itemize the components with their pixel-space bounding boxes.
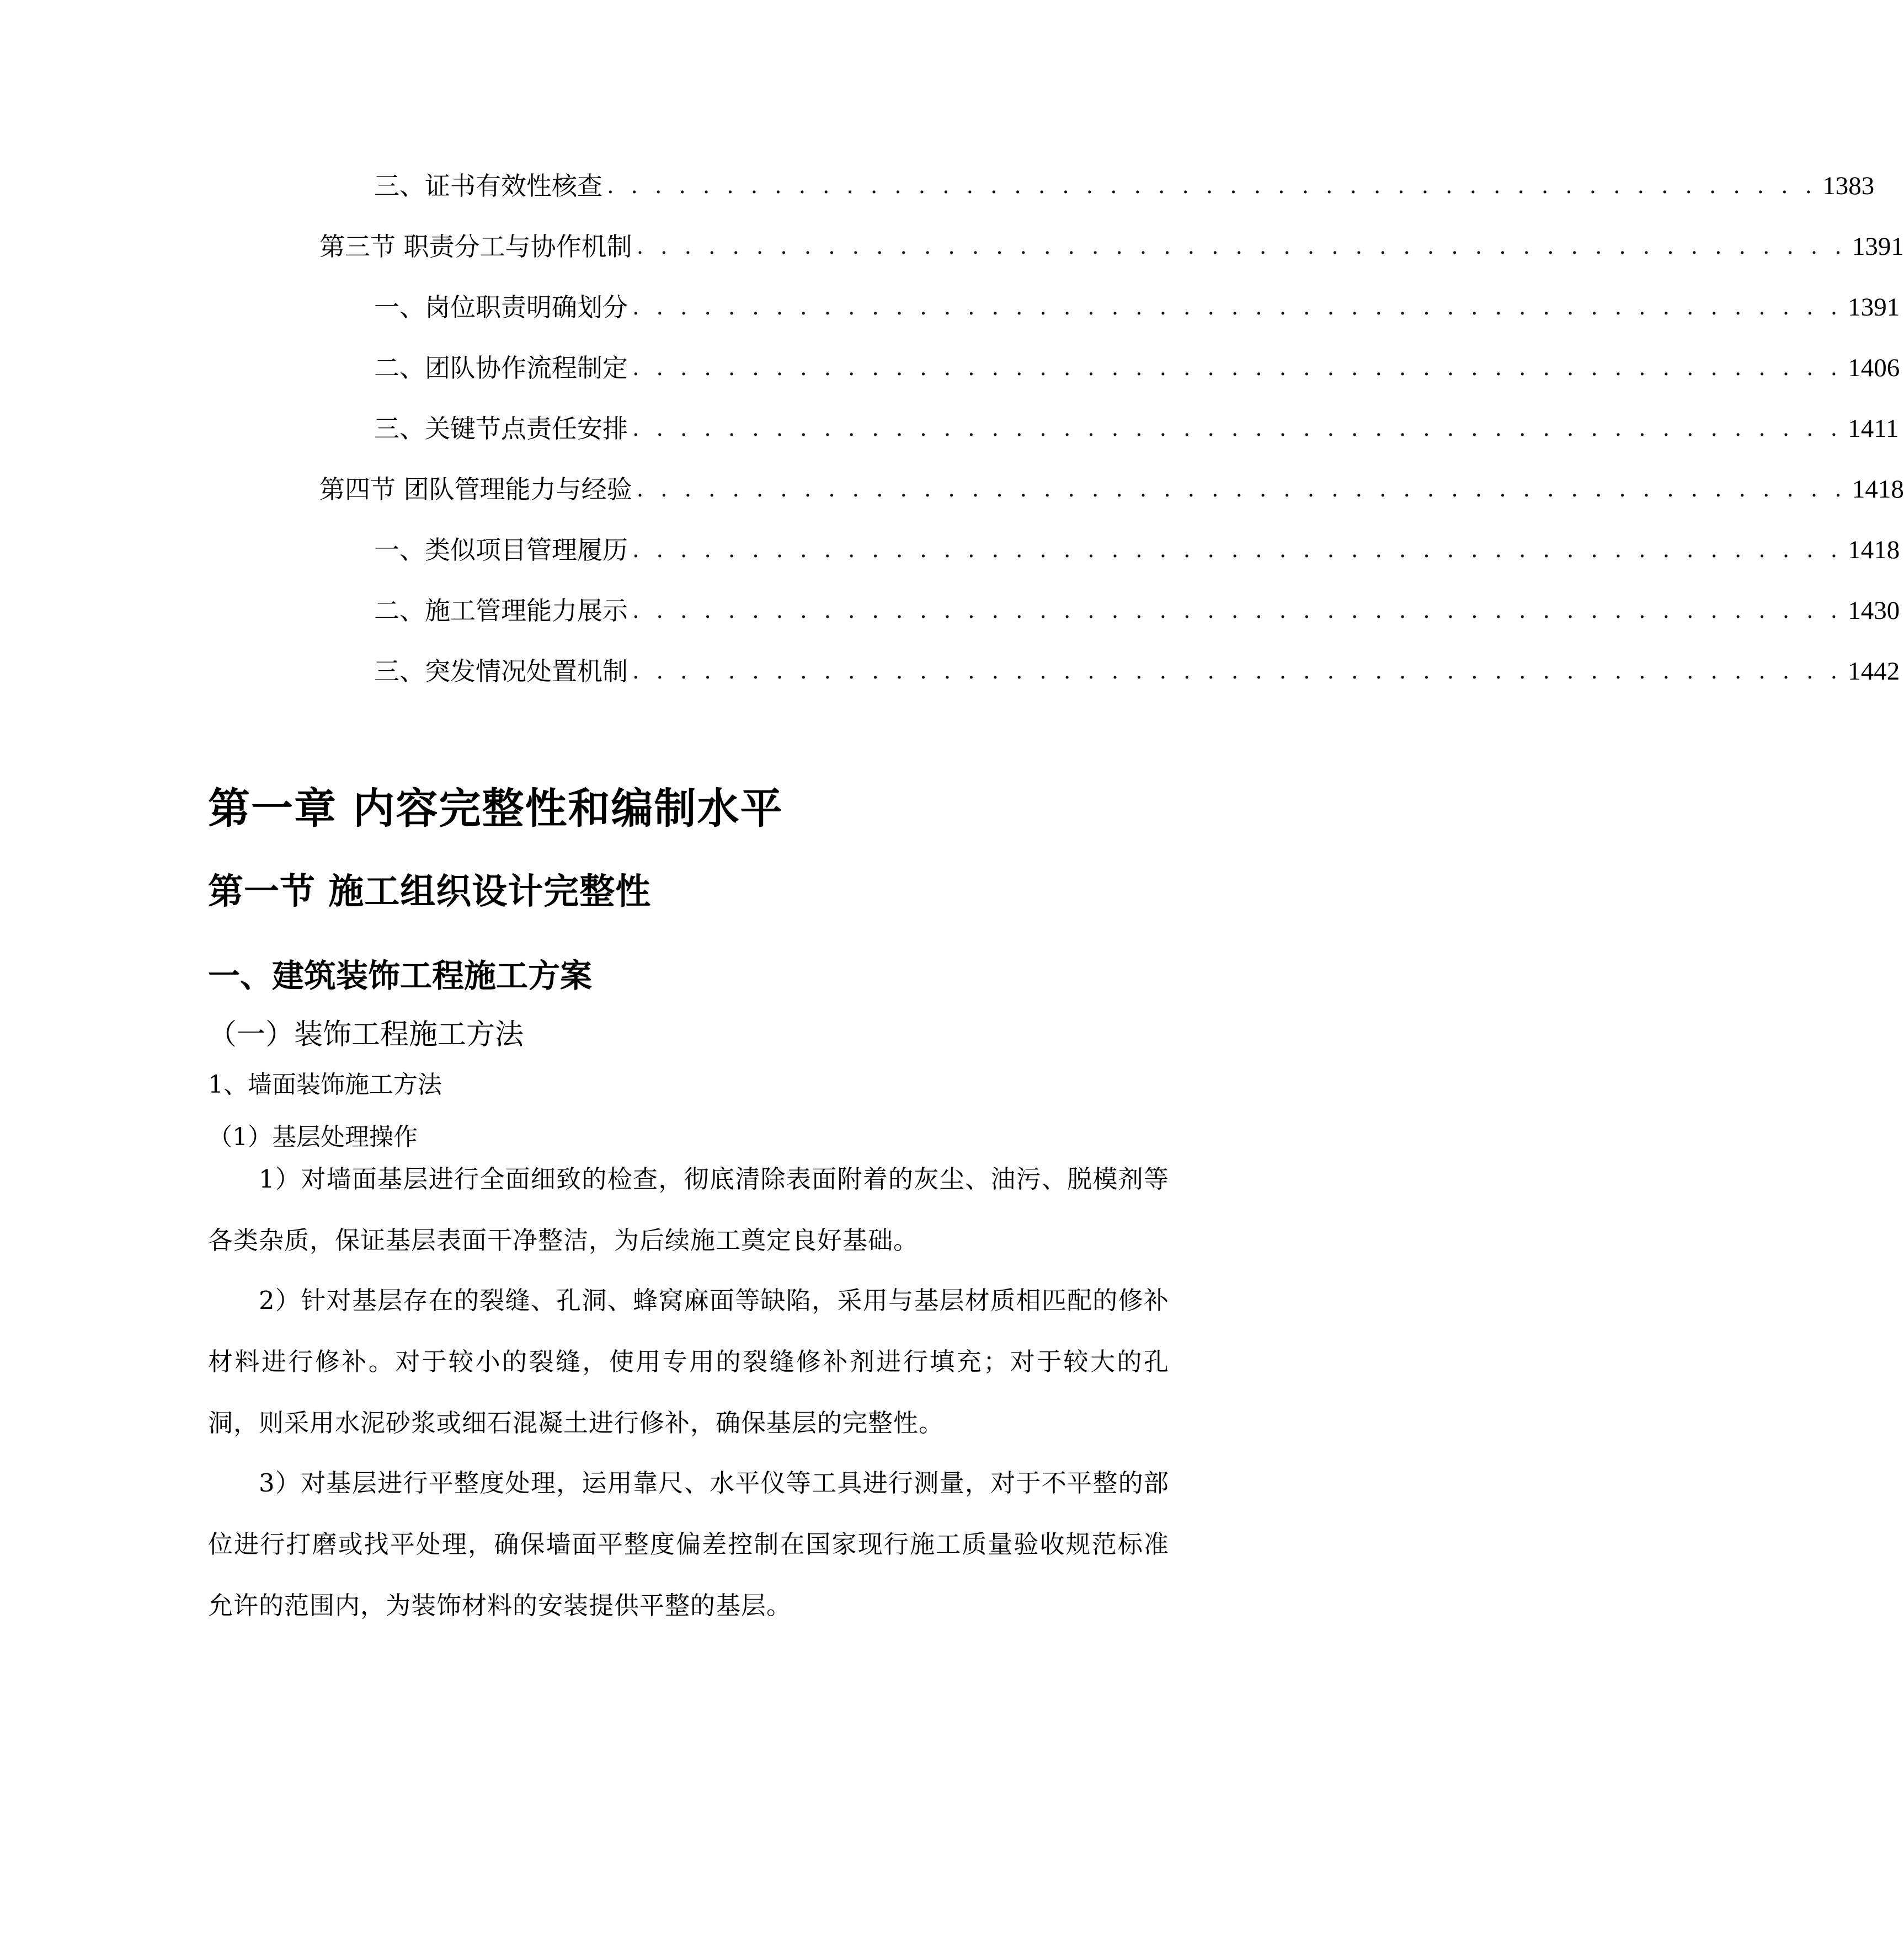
toc-entry[interactable] [319,467,1904,511]
toc-leader-dots: . . . . . . . . . . . . . . . . . . . . . . . . . . . . . . . . . . . . . . . . . . . . . . . . . . . [607,173,1817,199]
toc-entry-label: 施工管理能力展示 [425,596,628,626]
toc-leader-dots: . . . . . . . . . . . . . . . . . . . . . . . . . . . . . . . . . . . . . . . . . . . . . . . . . . . [632,598,1843,623]
toc-leader-dots: . . . . . . . . . . . . . . . . . . . . . . . . . . . . . . . . . . . . . . . . . . . . . . . . . . . [632,416,1843,441]
toc-entry-page: 1406 [1848,354,1900,382]
toc-entry-number: 三、 [374,656,425,686]
body-paragraph: 2）针对基层存在的裂缝、孔洞、蜂窝麻面等缺陷，采用与基层材质相匹配的修补材料进行修补。对于较小的裂缝，使用专用的裂缝修补剂进行填充；对于较大的孔洞，则采用水泥砂浆或细石混凝土进行修补，确保基层的完整性。 [208,1286,1169,1437]
toc-entry-label: 突发情况处置机制 [425,656,628,686]
toc-entry-number: 一、 [374,292,425,322]
toc-entry-number: 三、 [374,171,425,201]
toc-entry-label: 关键节点责任安排 [425,414,628,443]
toc-entry-page: 1391 [1848,293,1900,322]
toc-leader-dots: . . . . . . . . . . . . . . . . . . . . . . . . . . . . . . . . . . . . . . . . . . . . . . . . . . . [636,234,1847,259]
toc-entry-number: 一、 [374,535,425,565]
toc-entry-number: 三、 [374,414,425,443]
toc-entry[interactable] [374,407,1899,451]
toc-entry-label: 类似项目管理履历 [425,535,628,565]
toc-entry-page: 1411 [1848,414,1899,443]
body-paragraph: 3）对基层进行平整度处理，运用靠尺、水平仪等工具进行测量，对于不平整的部位进行打磨或找平处理，确保墙面平整度偏差控制在国家现行施工质量验收规范标准允许的范围内，为装饰材料的安装提供平整的基层。 [208,1468,1169,1620]
toc-entry[interactable] [374,528,1900,572]
toc-entry-page: 1391 [1852,232,1904,261]
chapter-title: 第一章 内容完整性和编制水平 [208,784,783,833]
toc-entry-page: 1418 [1848,536,1900,564]
subitem-title: （1）基层处理操作 [208,1123,418,1151]
toc-leader-dots: . . . . . . . . . . . . . . . . . . . . . . . . . . . . . . . . . . . . . . . . . . . . . . . . . . . [632,295,1843,320]
toc-entry-number: 二、 [374,353,425,383]
toc-entry[interactable] [374,649,1900,693]
toc-entry-label: 岗位职责明确划分 [425,292,628,322]
sub-subsection-title: （一）装饰工程施工方法 [208,1018,524,1051]
toc-entry-page: 1418 [1852,475,1904,504]
section-title: 第一节 施工组织设计完整性 [208,872,652,912]
toc-entry-label: 第四节 团队管理能力与经验 [319,474,632,504]
toc-entry[interactable] [374,589,1900,633]
toc-entry[interactable] [374,164,1875,208]
toc-entry-label: 证书有效性核查 [425,171,602,201]
toc-entry[interactable] [319,224,1904,269]
toc-entry-label: 第三节 职责分工与协作机制 [319,232,632,261]
body-paragraph: 1）对墙面基层进行全面细致的检查，彻底清除表面附着的灰尘、油污、脱模剂等各类杂质，保证基层表面干净整洁，为后续施工奠定良好基础。 [208,1164,1169,1255]
toc-leader-dots: . . . . . . . . . . . . . . . . . . . . . . . . . . . . . . . . . . . . . . . . . . . . . . . . . . . [632,537,1843,563]
toc-entry-page: 1383 [1822,172,1875,200]
item-title: 1、墙面装饰施工方法 [208,1071,442,1099]
toc-entry-page: 1442 [1848,657,1900,686]
toc-entry-label: 团队协作流程制定 [425,353,628,383]
toc-entry-number: 二、 [374,596,425,626]
subsection-title: 一、建筑装饰工程施工方案 [208,957,593,995]
toc-entry-page: 1430 [1848,596,1900,625]
toc-entry[interactable] [374,346,1900,390]
toc-leader-dots: . . . . . . . . . . . . . . . . . . . . . . . . . . . . . . . . . . . . . . . . . . . . . . . . . . . [632,659,1843,684]
toc-entry[interactable] [374,285,1900,329]
toc-leader-dots: . . . . . . . . . . . . . . . . . . . . . . . . . . . . . . . . . . . . . . . . . . . . . . . . . . . [636,477,1847,502]
toc-leader-dots: . . . . . . . . . . . . . . . . . . . . . . . . . . . . . . . . . . . . . . . . . . . . . . . . . . . [632,355,1843,381]
